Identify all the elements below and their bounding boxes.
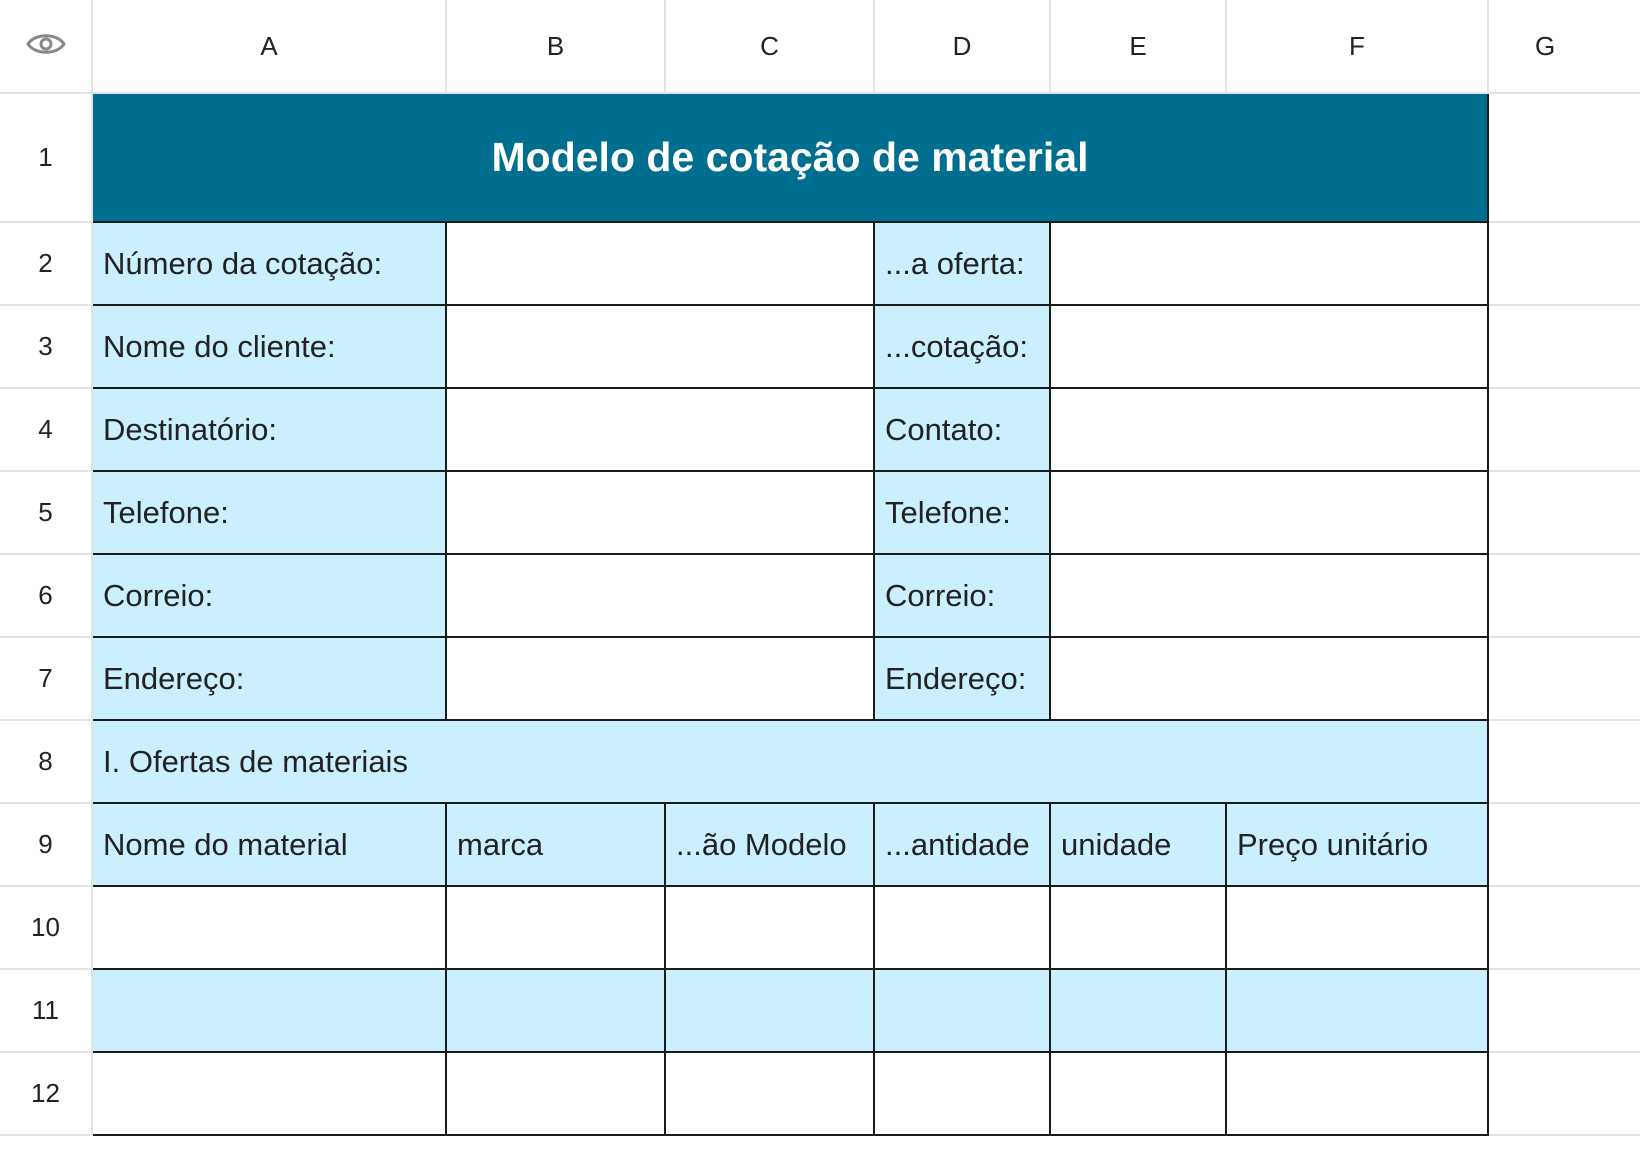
column-header-a[interactable]: A	[92, 0, 446, 93]
cell-b2-input[interactable]	[446, 222, 874, 305]
cell-g1[interactable]	[1488, 93, 1640, 222]
table-header-unit-price[interactable]: Preço unitário	[1226, 803, 1488, 886]
cell-b6-input[interactable]	[446, 554, 874, 637]
cell-g6[interactable]	[1488, 554, 1640, 637]
table-header-brand[interactable]: marca	[446, 803, 665, 886]
section-heading-cell[interactable]: I. Ofertas de materiais	[92, 720, 1488, 803]
table-row-cell[interactable]	[874, 886, 1050, 969]
cell-g7[interactable]	[1488, 637, 1640, 720]
column-header-f[interactable]: F	[1226, 0, 1488, 93]
cell-g8[interactable]	[1488, 720, 1640, 803]
cell-b5-input[interactable]	[446, 471, 874, 554]
table-row-cell[interactable]	[92, 886, 446, 969]
cell-g10[interactable]	[1488, 886, 1640, 969]
row-header-2[interactable]: 2	[0, 222, 92, 305]
cell-a6-label[interactable]: Correio:	[92, 554, 446, 637]
table-row-cell[interactable]	[446, 886, 665, 969]
cell-g9[interactable]	[1488, 803, 1640, 886]
table-row-cell[interactable]	[446, 1052, 665, 1135]
cell-e3-input[interactable]	[1050, 305, 1488, 388]
cell-e7-input[interactable]	[1050, 637, 1488, 720]
table-row-cell[interactable]	[874, 969, 1050, 1052]
table-row-cell[interactable]	[1226, 1052, 1488, 1135]
cell-d4-label[interactable]: Contato:	[874, 388, 1050, 471]
table-row-cell[interactable]	[92, 969, 446, 1052]
column-header-e[interactable]: E	[1050, 0, 1226, 93]
cell-g2[interactable]	[1488, 222, 1640, 305]
table-row-cell[interactable]	[665, 1052, 874, 1135]
cell-g5[interactable]	[1488, 471, 1640, 554]
row-header-10[interactable]: 10	[0, 886, 92, 969]
table-row-cell[interactable]	[1226, 886, 1488, 969]
cell-g12[interactable]	[1488, 1052, 1640, 1135]
cell-a2-label[interactable]: Número da cotação:	[92, 222, 446, 305]
table-row-cell[interactable]	[1050, 886, 1226, 969]
cell-a3-label[interactable]: Nome do cliente:	[92, 305, 446, 388]
cell-a5-label[interactable]: Telefone:	[92, 471, 446, 554]
cell-d3-label[interactable]: ...cotação:	[874, 305, 1050, 388]
row-header-9[interactable]: 9	[0, 803, 92, 886]
column-header-d[interactable]: D	[874, 0, 1050, 93]
row-header-7[interactable]: 7	[0, 637, 92, 720]
cell-b3-input[interactable]	[446, 305, 874, 388]
cell-d5-label[interactable]: Telefone:	[874, 471, 1050, 554]
column-header-b[interactable]: B	[446, 0, 665, 93]
cell-a7-label[interactable]: Endereço:	[92, 637, 446, 720]
cell-g4[interactable]	[1488, 388, 1640, 471]
row-header-8[interactable]: 8	[0, 720, 92, 803]
eye-icon	[26, 30, 66, 58]
cell-a4-label[interactable]: Destinatório:	[92, 388, 446, 471]
table-header-model[interactable]: ...ão Modelo	[665, 803, 874, 886]
row-header-3[interactable]: 3	[0, 305, 92, 388]
table-row-cell[interactable]	[1226, 969, 1488, 1052]
table-header-unit[interactable]: unidade	[1050, 803, 1226, 886]
visibility-toggle[interactable]	[0, 0, 92, 93]
cell-e5-input[interactable]	[1050, 471, 1488, 554]
table-header-material-name[interactable]: Nome do material	[92, 803, 446, 886]
table-row-cell[interactable]	[1050, 969, 1226, 1052]
table-header-quantity[interactable]: ...antidade	[874, 803, 1050, 886]
table-row-cell[interactable]	[1050, 1052, 1226, 1135]
row-header-5[interactable]: 5	[0, 471, 92, 554]
cell-b7-input[interactable]	[446, 637, 874, 720]
row-header-1[interactable]: 1	[0, 93, 92, 222]
table-row-cell[interactable]	[874, 1052, 1050, 1135]
cell-g11[interactable]	[1488, 969, 1640, 1052]
title-cell[interactable]: Modelo de cotação de material	[92, 93, 1488, 222]
table-row-cell[interactable]	[446, 969, 665, 1052]
row-header-4[interactable]: 4	[0, 388, 92, 471]
row-header-6[interactable]: 6	[0, 554, 92, 637]
cell-e4-input[interactable]	[1050, 388, 1488, 471]
cell-e2-input[interactable]	[1050, 222, 1488, 305]
row-header-11[interactable]: 11	[0, 969, 92, 1052]
cell-g3[interactable]	[1488, 305, 1640, 388]
table-row-cell[interactable]	[665, 969, 874, 1052]
cell-d7-label[interactable]: Endereço:	[874, 637, 1050, 720]
cell-b4-input[interactable]	[446, 388, 874, 471]
cell-d6-label[interactable]: Correio:	[874, 554, 1050, 637]
table-row-cell[interactable]	[665, 886, 874, 969]
column-header-c[interactable]: C	[665, 0, 874, 93]
row-header-12[interactable]: 12	[0, 1052, 92, 1135]
column-header-g[interactable]: G	[1488, 0, 1640, 93]
cell-e6-input[interactable]	[1050, 554, 1488, 637]
cell-d2-label[interactable]: ...a oferta:	[874, 222, 1050, 305]
table-row-cell[interactable]	[92, 1052, 446, 1135]
